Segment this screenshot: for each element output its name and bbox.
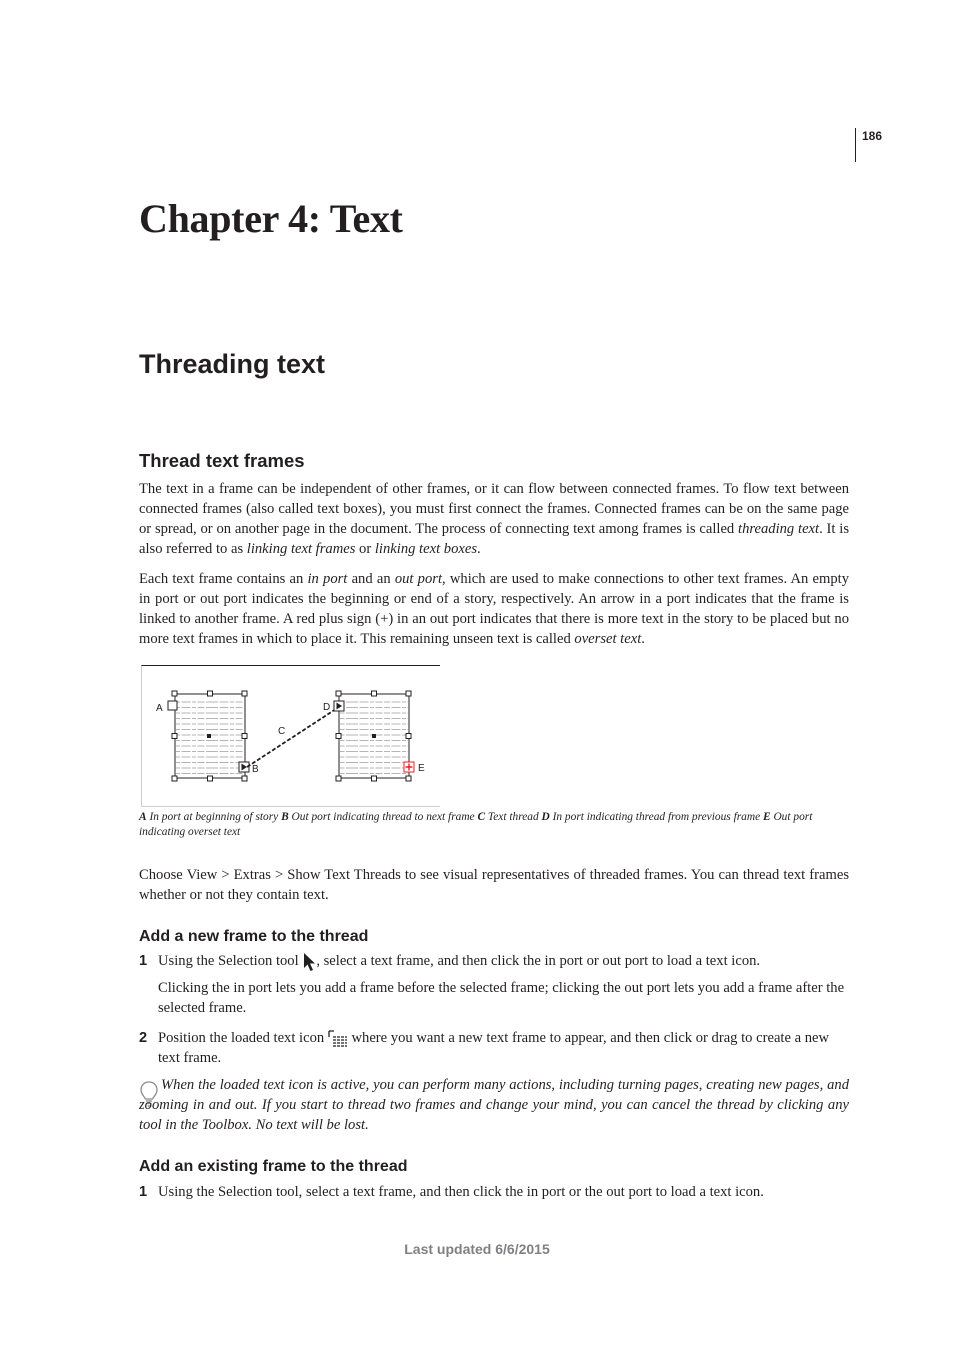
label-d: D <box>323 702 331 713</box>
text-frame-2 <box>334 691 414 781</box>
step-2-text: Position the loaded text icon where you want a new text frame to appear, and then click or drag to create a new text frame. <box>158 1030 830 1066</box>
label-c: C <box>278 726 286 737</box>
heading-add-new-frame: Add a new frame to the thread <box>139 928 369 945</box>
tip-text: When the loaded text icon is active, you can perform many actions, including turning pages, creating new pages, and zooming in and out. If you start to thread two frames and change your mind, you can cancel the thread by clicking any tool in the Toolbox. No text will be lost. <box>139 1077 849 1133</box>
paragraph-show-threads: Choose View > Extras > Show Text Threads to see visual representatives of threaded frames. You can thread text frames whether or not they contain text. <box>139 867 849 903</box>
text-frame-1 <box>168 691 249 781</box>
loaded-text-icon <box>328 1030 348 1048</box>
text-thread-line <box>247 707 339 767</box>
selection-tool-icon <box>302 952 316 972</box>
footer-last-updated: Last updated 6/6/2015 <box>404 1241 550 1257</box>
heading-add-existing-frame: Add an existing frame to the thread <box>139 1158 408 1175</box>
step-existing-1-text: Using the Selection tool, select a text frame, and then click the in port or the out port to load a text icon. <box>158 1184 764 1200</box>
chapter-title: Chapter 4: Text <box>139 196 403 241</box>
paragraph-ports: Each text frame contains an in port and an out port, which are used to make connections to other text frames. An empty in port or out port indicates the beginning or end of a story, respectively. An arrow in a port indicates that the frame is linked to another frame. A red plus sign (+) in an out port indicates that there is more text in the story to be placed but no more text frames in which to place it. This remaining unseen text is called overset text. <box>139 571 850 647</box>
in-port-empty <box>168 701 177 710</box>
page-number-rule <box>855 128 856 162</box>
step-1-note: Clicking the in port lets you add a frame before the selected frame; clicking the out port lets you add a frame after the selected frame. <box>158 980 845 1016</box>
step-number-existing-1: 1 <box>139 1184 148 1200</box>
page-number: 186 <box>862 129 883 143</box>
step-number-1: 1 <box>139 953 148 969</box>
paragraph-threading-intro: The text in a frame can be independent of other frames, or it can flow between connected frames. To flow text between connected frames (also called text boxes), you must first connect the frames. Connected frames can be on the same page or spread, or on another page in the document. The process of connecting text among frames is called threading text. It is also referred to as linking text frames or linking text boxes. <box>139 481 849 557</box>
section-title: Threading text <box>139 349 326 379</box>
label-b: B <box>252 764 259 775</box>
step-number-2: 2 <box>139 1030 148 1046</box>
threaded-frames-illustration <box>142 666 441 808</box>
heading-thread-text-frames: Thread text frames <box>139 450 305 471</box>
threaded-frames-figure <box>141 665 440 807</box>
label-e: E <box>418 763 425 774</box>
label-a: A <box>156 703 163 714</box>
step-1-text: Using the Selection tool , select a text frame, and then click the in port or out port to load a text icon. <box>158 951 849 972</box>
figure-caption: A In port at beginning of story B Out port indicating thread to next frame C Text thread D In port indicating thread from previous frame E Out port indicating overset text <box>139 811 813 838</box>
